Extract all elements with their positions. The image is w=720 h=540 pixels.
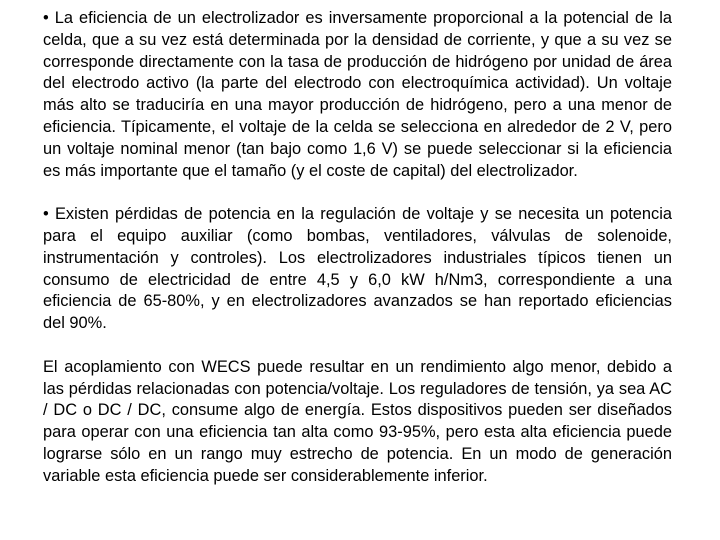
paragraph-wecs-coupling: El acoplamiento con WECS puede resultar en un rendimiento algo menor, debido a las pérdidas relacionadas con potencia/voltaje. Los reguladores de tensión, ya sea AC / DC o DC / DC, consume algo de energía. Estos dispositivos pueden ser diseñados para operar con una eficiencia tan alta como 93-95%, pero esta alta eficiencia puede lograrse sólo en un rango muy estrecho de potencia. En un modo de generación variable esta eficiencia puede ser considerablemente inferior.: [43, 357, 672, 485]
paragraph-power-losses: • Existen pérdidas de potencia en la regulación de voltaje y se necesita un potencia para el equipo auxiliar (como bombas, ventiladores, válvulas de solenoide, instrumentación y controles). Los electrolizadores industriales típicos tienen un consumo de electricidad de entre 4,5 y 6,0 kW h/Nm3, correspondiente a una eficiencia de 65-80%, y en electrolizadores avanzados se han reportado eficiencias del 90%.: [43, 205, 672, 333]
paragraph-electrolyzer-efficiency: • La eficiencia de un electrolizador es inversamente proporcional a la potencial de la celda, que a su vez está determinada por la densidad de corriente, y que a su vez se corresponde directamente con la tasa de producción de hidrógeno por unidad de área del electrodo activo (la parte del electrodo con electroquímica actividad). Un voltaje más alto se traduciría en una mayor producción de hidrógeno, pero a una menor de eficiencia. Típicamente, el voltaje de la celda se selecciona en alrededor de 2 V, pero un voltaje nominal menor (tan bajo como 1,6 V) se puede seleccionar si la eficiencia es más importante que el tamaño (y el coste de capital) del electrolizador.: [43, 9, 672, 180]
document-page: [43, 8, 672, 488]
